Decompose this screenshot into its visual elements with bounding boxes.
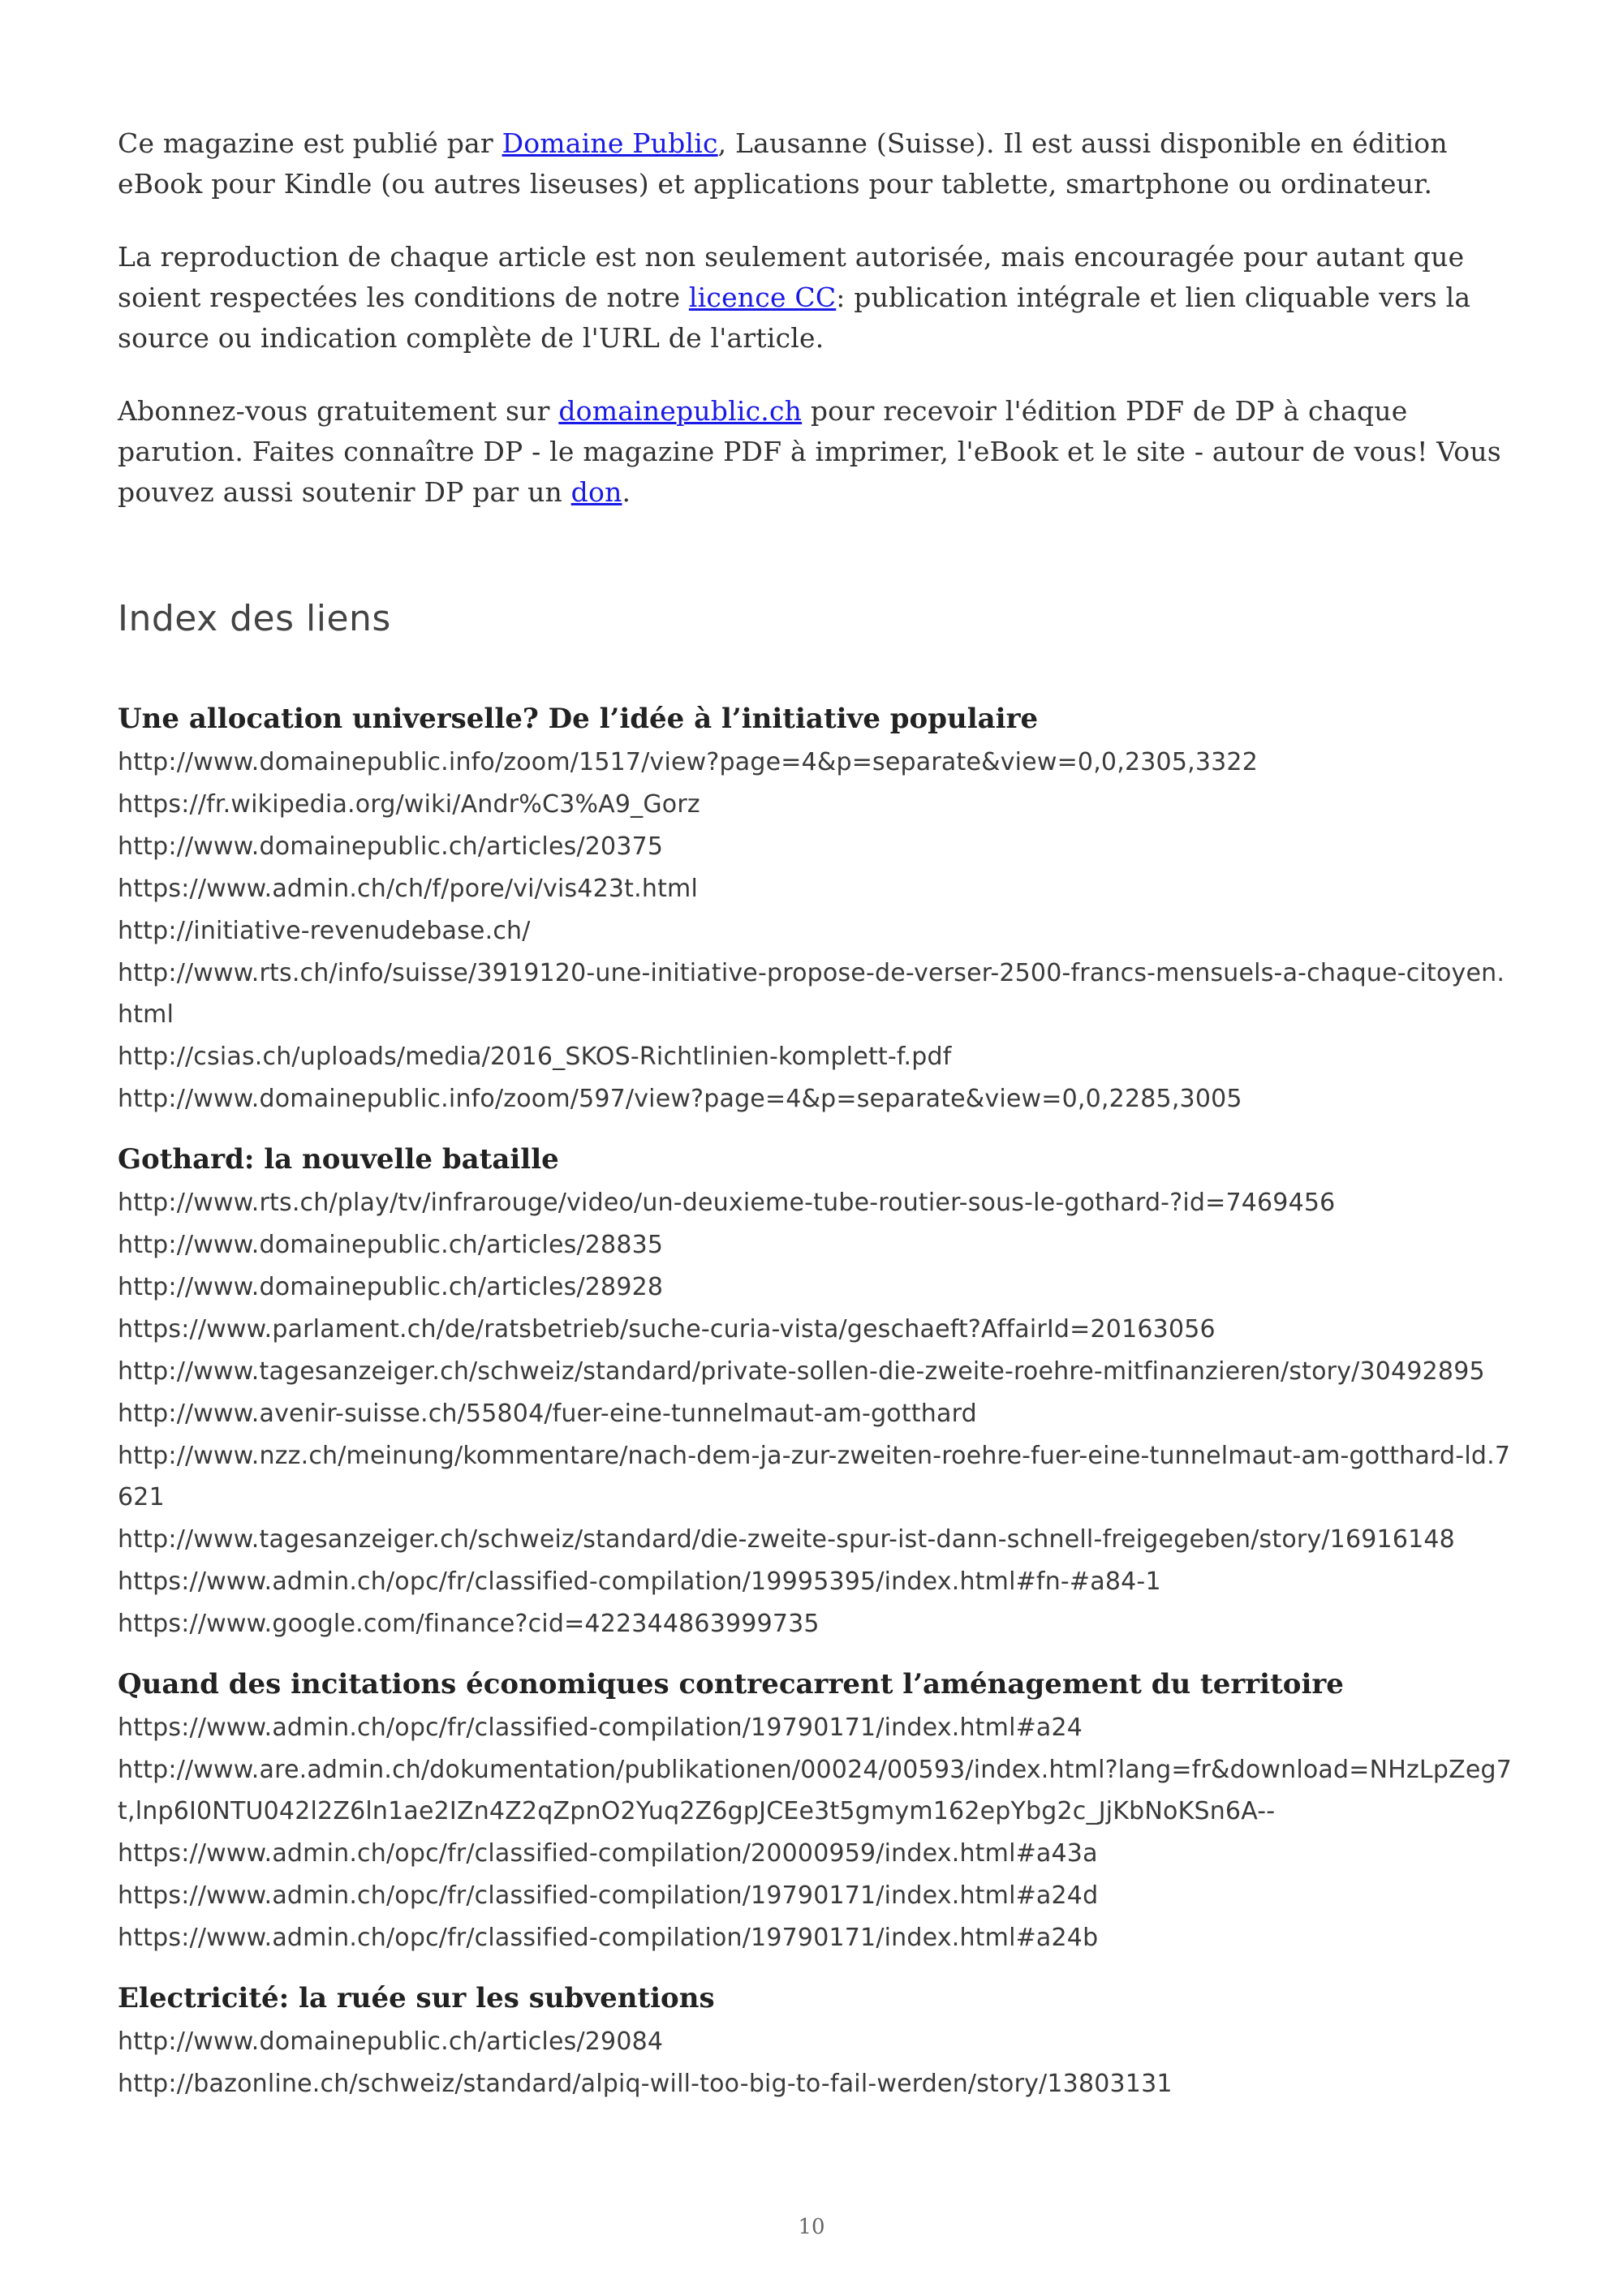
- url-link[interactable]: http://www.tagesanzeiger.ch/schweiz/standard/private-sollen-die-zweite-roehre-mitfinanzieren/story/30492895: [118, 1357, 1485, 1386]
- link-section: [118, 1977, 1513, 2105]
- section-title: Electricité: la ruée sur les subventions: [118, 1982, 715, 2014]
- url-link[interactable]: http://csias.ch/uploads/media/2016_SKOS-Richtlinien-komplett-f.pdf: [118, 1043, 952, 1071]
- index-heading: Index des liens: [118, 598, 391, 639]
- url-link[interactable]: http://initiative-revenudebase.ch/: [118, 917, 531, 945]
- url-link[interactable]: http://www.rts.ch/info/suisse/3919120-une-initiative-propose-de-verser-2500-francs-mensuels-a-chaque-citoyen.html: [118, 959, 1505, 1029]
- link-list: [118, 1182, 1513, 1645]
- section-title: Gothard: la nouvelle bataille: [118, 1143, 559, 1176]
- link-list: [118, 1707, 1513, 1959]
- url-link[interactable]: https://www.google.com/finance?cid=422344863999735: [118, 1610, 820, 1638]
- url-link[interactable]: https://www.admin.ch/opc/fr/classified-compilation/19995395/index.html#fn-#a84-1: [118, 1567, 1161, 1596]
- link-section: [118, 1138, 1513, 1645]
- section-title: Quand des incitations économiques contrecarrent l’aménagement du territoire: [118, 1668, 1344, 1701]
- url-link[interactable]: https://www.admin.ch/ch/f/pore/vi/vis423t.html: [118, 875, 699, 903]
- url-link[interactable]: http://bazonline.ch/schweiz/standard/alpiq-will-too-big-to-fail-werden/story/13803131: [118, 2070, 1173, 2098]
- intro-paragraph-subscribe: Abonnez-vous gratuitement sur domainepublic.ch pour recevoir l'édition PDF de DP à chaque parution. Faites connaître DP - le magazine PDF à imprimer, l'eBook et le site - autour de vous! Vous pouvez aussi soutenir DP par un don.: [118, 395, 1501, 508]
- url-link[interactable]: https://www.admin.ch/opc/fr/classified-compilation/20000959/index.html#a43a: [118, 1839, 1098, 1868]
- url-link[interactable]: http://www.domainepublic.ch/articles/29084: [118, 2027, 664, 2056]
- url-link[interactable]: http://www.domainepublic.info/zoom/1517/view?page=4&p=separate&view=0,0,2305,3322: [118, 748, 1258, 776]
- url-link[interactable]: https://www.admin.ch/opc/fr/classified-compilation/19790171/index.html#a24d: [118, 1881, 1099, 1910]
- url-link[interactable]: http://www.are.admin.ch/dokumentation/publikationen/00024/00593/index.html?lang=fr&download=NHzLpZeg7t,lnp6I0NTU042l2Z6ln1ae2IZn4Z2qZpnO2Yuq2Z6gpJCEe3t5gmym162epYbg2c_JjKbNoKSn6A--: [118, 1756, 1513, 1825]
- url-link[interactable]: http://www.domainepublic.ch/articles/28835: [118, 1231, 664, 1259]
- section-title: Une allocation universelle? De l’idée à l’initiative populaire: [118, 703, 1039, 735]
- domaine-public-link[interactable]: Domaine Public: [502, 127, 718, 159]
- page-content: [118, 123, 1513, 2123]
- link-list: [118, 742, 1513, 1120]
- link-section: [118, 698, 1513, 1120]
- intro-paragraph-license: La reproduction de chaque article est non seulement autorisée, mais encouragée pour autant que soient respectées les conditions de notre licence CC: publication intégrale et lien cliquable vers la source ou indication complète de l'URL de l'article.: [118, 241, 1471, 354]
- url-link[interactable]: http://www.nzz.ch/meinung/kommentare/nach-dem-ja-zur-zweiten-roehre-fuer-eine-tunnelmaut-am-gotthard-ld.7621: [118, 1442, 1511, 1511]
- url-link[interactable]: http://www.avenir-suisse.ch/55804/fuer-eine-tunnelmaut-am-gotthard: [118, 1400, 977, 1428]
- domainepublic-ch-link[interactable]: domainepublic.ch: [558, 395, 803, 427]
- intro-paragraph-publisher: Ce magazine est publié par Domaine Public, Lausanne (Suisse). Il est aussi disponible en édition eBook pour Kindle (ou autres liseuses) et applications pour tablette, smartphone ou ordinateur.: [118, 127, 1448, 200]
- url-link[interactable]: https://www.admin.ch/opc/fr/classified-compilation/19790171/index.html#a24b: [118, 1924, 1099, 1952]
- page-number: 10: [798, 2215, 825, 2239]
- donation-link[interactable]: don: [570, 476, 622, 508]
- link-section: [118, 1663, 1513, 1959]
- url-link[interactable]: https://fr.wikipedia.org/wiki/Andr%C3%A9_Gorz: [118, 790, 700, 819]
- url-link[interactable]: http://www.domainepublic.ch/articles/20375: [118, 832, 664, 861]
- url-link[interactable]: https://www.parlament.ch/de/ratsbetrieb/suche-curia-vista/geschaeft?AffairId=20163056: [118, 1315, 1216, 1344]
- link-list: [118, 2021, 1513, 2105]
- url-link[interactable]: http://www.rts.ch/play/tv/infrarouge/video/un-deuxieme-tube-routier-sous-le-gothard-?id=7469456: [118, 1189, 1336, 1217]
- url-link[interactable]: http://www.tagesanzeiger.ch/schweiz/standard/die-zweite-spur-ist-dann-schnell-freigegeben/story/16916148: [118, 1525, 1455, 1554]
- url-link[interactable]: http://www.domainepublic.ch/articles/28928: [118, 1273, 664, 1301]
- url-link[interactable]: https://www.admin.ch/opc/fr/classified-compilation/19790171/index.html#a24: [118, 1713, 1083, 1742]
- url-link[interactable]: http://www.domainepublic.info/zoom/597/view?page=4&p=separate&view=0,0,2285,3005: [118, 1085, 1242, 1113]
- link-index: [118, 698, 1513, 2105]
- licence-cc-link[interactable]: licence CC: [688, 282, 837, 313]
